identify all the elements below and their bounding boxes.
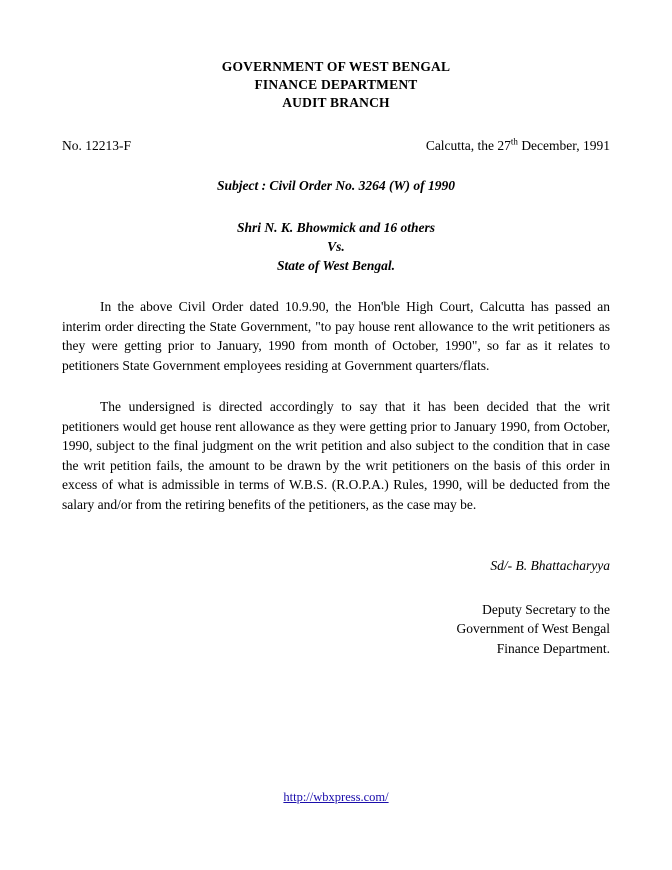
place-date-suffix: December, 1991 <box>517 138 610 153</box>
footer <box>0 790 672 805</box>
signatory-name: Sd/- B. Bhattacharyya <box>490 558 610 573</box>
case-parties <box>62 218 610 275</box>
versus-label: Vs. <box>327 239 345 254</box>
header-line-government: GOVERNMENT OF WEST BENGAL <box>221 59 451 74</box>
designation-line-1: Deputy Secretary to the <box>482 601 610 617</box>
designation-line-3: Finance Department. <box>496 640 610 656</box>
place-date-prefix: Calcutta, the 27 <box>425 138 511 153</box>
paragraph-1: In the above Civil Order dated 10.9.90, the Hon'ble High Court, Calcutta has passed an interim order directing the State Government, "to pay house rent allowance to the writ petitioners as they were getting prior to January, 1990 from month of October, 1990", so far as it relates to petitioners State Government employees residing at Government quarters/flats. <box>62 299 610 373</box>
signatory-designation <box>62 600 610 659</box>
header-line-branch: AUDIT BRANCH <box>282 95 390 110</box>
designation-line-2: Government of West Bengal <box>456 621 610 636</box>
date-ordinal-suffix: th <box>510 136 518 147</box>
document-body <box>62 58 610 658</box>
subject-line: Subject : Civil Order No. 3264 (W) of 1990 <box>216 178 456 193</box>
header-line-department: FINANCE DEPARTMENT <box>254 77 418 92</box>
order-meta-row <box>62 138 610 154</box>
document-header <box>62 58 610 112</box>
signature-block <box>62 556 610 658</box>
petitioner-name: Shri N. K. Bhowmick and 16 others <box>236 220 436 235</box>
paragraph-2: The undersigned is directed accordingly to say that it has been decided that the writ petitioners would get house rent allowance as they were getting prior to January 1990, from October, 1990, subject to the final judgment on the writ petition and also subject to the condition that in case the writ petition fails, the amount to be drawn by the writ petitioners on the basis of this order in excess of what is admissible in terms of W.B.S. (R.O.P.A.) Rules, 1990, will be deducted from the salary and/or from the retiring benefits of the petitioners, as the case may be. <box>62 399 610 512</box>
respondent-name: State of West Bengal. <box>276 258 395 273</box>
place-and-date <box>426 138 610 154</box>
order-number: No. 12213-F <box>62 138 132 153</box>
source-link[interactable]: http://wbxpress.com/ <box>283 790 389 804</box>
